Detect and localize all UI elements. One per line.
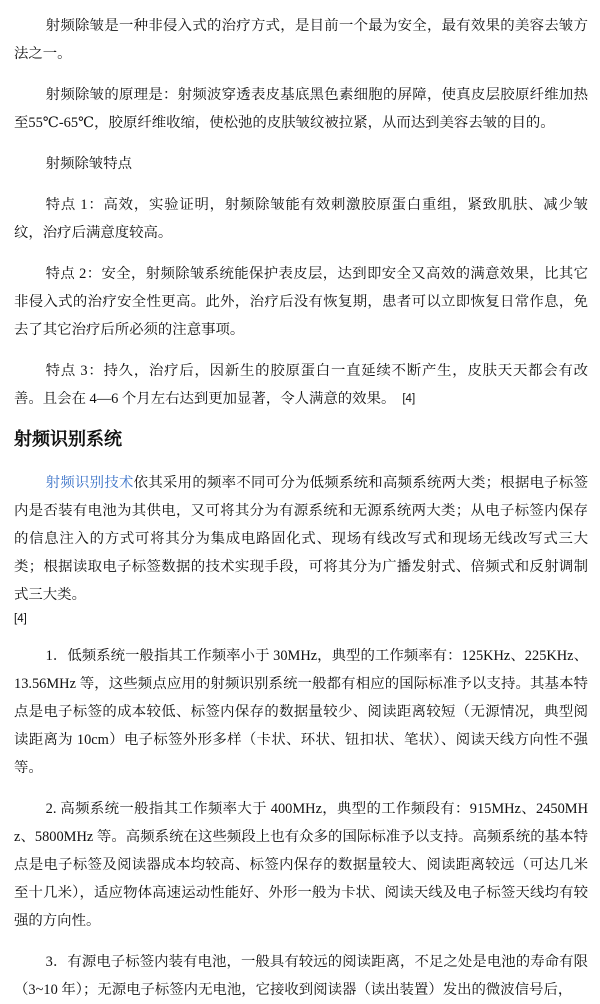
reference-4-marker: [4] <box>14 613 27 625</box>
feature-3-text: 特点 3：持久，治疗后，因新生的胶原蛋白一直延续不断产生，皮肤天天都会有改善。且会在 4—6 个月左右达到更加显著，令人满意的效果。 <box>14 363 588 407</box>
principle-paragraph: 射频除皱的原理是：射频波穿透表皮基底黑色素细胞的屏障，使真皮层胶原纤维加热至55℃-65℃，胶原纤维收缩，使松弛的皮肤皱纹被拉紧，从而达到美容去皱的目的。 <box>14 87 588 131</box>
low-frequency-system-paragraph: 1．低频系统一般指其工作频率小于 30MHz，典型的工作频率有：125KHz、225KHz、13.56MHz 等，这些频点应用的射频识别系统一般都有相应的国际标准予以支持。其基本特点是电子标签的成本较低、标签内保存的数据量较少、阅读距离较短（无源情况，典型阅读距离为 10cm）电子标签外形多样（卡状、环状、钮扣状、笔状）、阅读天线方向性不强等。 <box>14 648 588 776</box>
intro-paragraph: 射频除皱是一种非侵入式的治疗方式，是目前一个最为安全，最有效果的美容去皱方法之一。 <box>14 18 588 62</box>
section-heading-rfid-system: 射频识别系统 <box>14 429 122 449</box>
features-subtitle: 射频除皱特点 <box>45 156 133 172</box>
reference-4-marker: [4] <box>402 393 416 405</box>
rfid-classification-paragraph <box>14 469 588 629</box>
feature-1-paragraph: 特点 1：高效，实验证明，射频除皱能有效刺激胶原蛋白重组，紧致肌肤、减少皱纹，治疗后满意度较高。 <box>14 197 588 241</box>
feature-2-paragraph: 特点 2：安全，射频除皱系统能保护表皮层，达到即安全又高效的满意效果，比其它非侵入式的治疗安全性更高。此外，治疗后没有恢复期，患者可以立即恢复日常作息，免去了其它治疗后所必须的注意事项。 <box>14 266 588 338</box>
feature-3-paragraph <box>14 357 588 414</box>
rfid-technology-link[interactable]: 射频识别技术 <box>45 475 134 491</box>
high-frequency-system-paragraph: 2. 高频系统一般指其工作频率大于 400MHz，典型的工作频段有：915MHz、2450MHz、5800MHz 等。高频系统在这些频段上也有众多的国际标准予以支持。高频系统的基本特点是电子标签及阅读器成本均较高、标签内保存的数据量较大、阅读距离较远（可达几米至十几米），适应物体高速运动性能好、外形一般为卡状、阅读天线及电子标签天线均有较强的方向性。 <box>14 801 588 929</box>
active-passive-tag-paragraph: 3．有源电子标签内装有电池，一般具有较远的阅读距离，不足之处是电池的寿命有限（3~10 年）；无源电子标签内无电池，它接收到阅读器（读出装置）发出的微波信号后， <box>14 954 588 998</box>
rfid-classification-text: 依其采用的频率不同可分为低频系统和高频系统两大类；根据电子标签内是否装有电池为其供电，又可将其分为有源系统和无源系统两大类；从电子标签内保存的信息注入的方式可将其分为集成电路固化式、现场有线改写式和现场无线改写式三大类；根据读取电子标签数据的技术实现手段，可将其分为广播发射式、倍频式和反射调制式三大类。 <box>14 475 588 603</box>
